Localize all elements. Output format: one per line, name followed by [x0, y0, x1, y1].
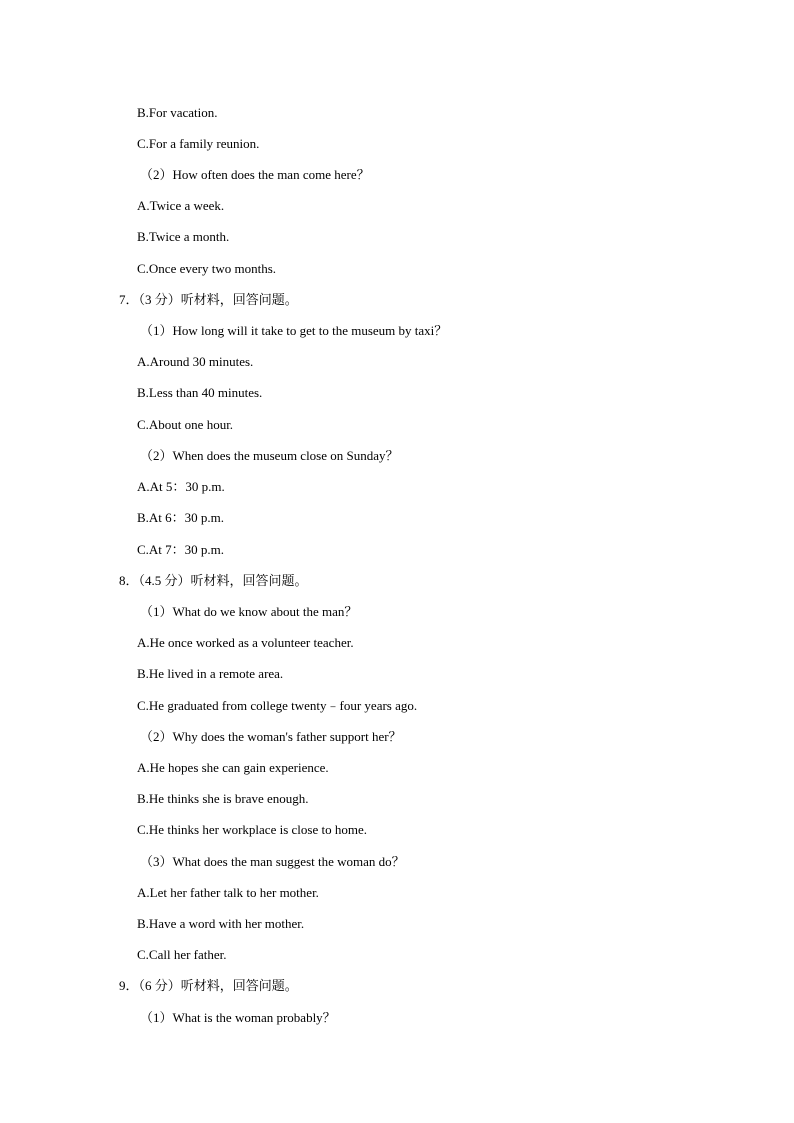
answer-option: C.Once every two months. [137, 261, 277, 276]
answer-option: A.Let her father talk to her mother. [137, 885, 319, 900]
answer-option: A.He once worked as a volunteer teacher. [137, 635, 354, 650]
answer-option: B.Less than 40 minutes. [137, 385, 263, 400]
answer-option: A.Twice a week. [137, 198, 225, 213]
question-heading: 9．（6 分）听材料，回答问题。 [119, 978, 298, 993]
answer-option: A.At 5：30 p.m. [137, 479, 225, 494]
answer-option: B.For vacation. [137, 105, 218, 120]
sub-question: （1）How long will it take to get to the museum by taxi？ [140, 323, 448, 338]
sub-question: （2）Why does the woman's father support her？ [140, 729, 402, 744]
answer-option: B.He thinks she is brave enough. [137, 791, 309, 806]
sub-question: （3）What does the man suggest the woman do？ [140, 854, 405, 869]
answer-option: A.He hopes she can gain experience. [137, 760, 329, 775]
sub-question: （1）What is the woman probably？ [140, 1010, 336, 1025]
answer-option: A.Around 30 minutes. [137, 354, 254, 369]
sub-question: （2）When does the museum close on Sunday？ [140, 448, 399, 463]
sub-question: （1）What do we know about the man？ [140, 604, 358, 619]
answer-option: C.He thinks her workplace is close to home. [137, 822, 367, 837]
answer-option: B.He lived in a remote area. [137, 666, 284, 681]
answer-option: C.Call her father. [137, 947, 227, 962]
sub-question: （2）How often does the man come here？ [140, 167, 370, 182]
answer-option: C.He graduated from college twenty﹣four years ago. [137, 698, 418, 713]
question-heading: 7．（3 分）听材料，回答问题。 [119, 292, 298, 307]
answer-option: B.At 6：30 p.m. [137, 510, 225, 525]
answer-option: C.At 7：30 p.m. [137, 542, 225, 557]
answer-option: C.For a family reunion. [137, 136, 260, 151]
answer-option: B.Have a word with her mother. [137, 916, 305, 931]
question-heading: 8．（4.5 分）听材料，回答问题。 [119, 573, 308, 588]
answer-option: B.Twice a month. [137, 229, 230, 244]
answer-option: C.About one hour. [137, 417, 234, 432]
